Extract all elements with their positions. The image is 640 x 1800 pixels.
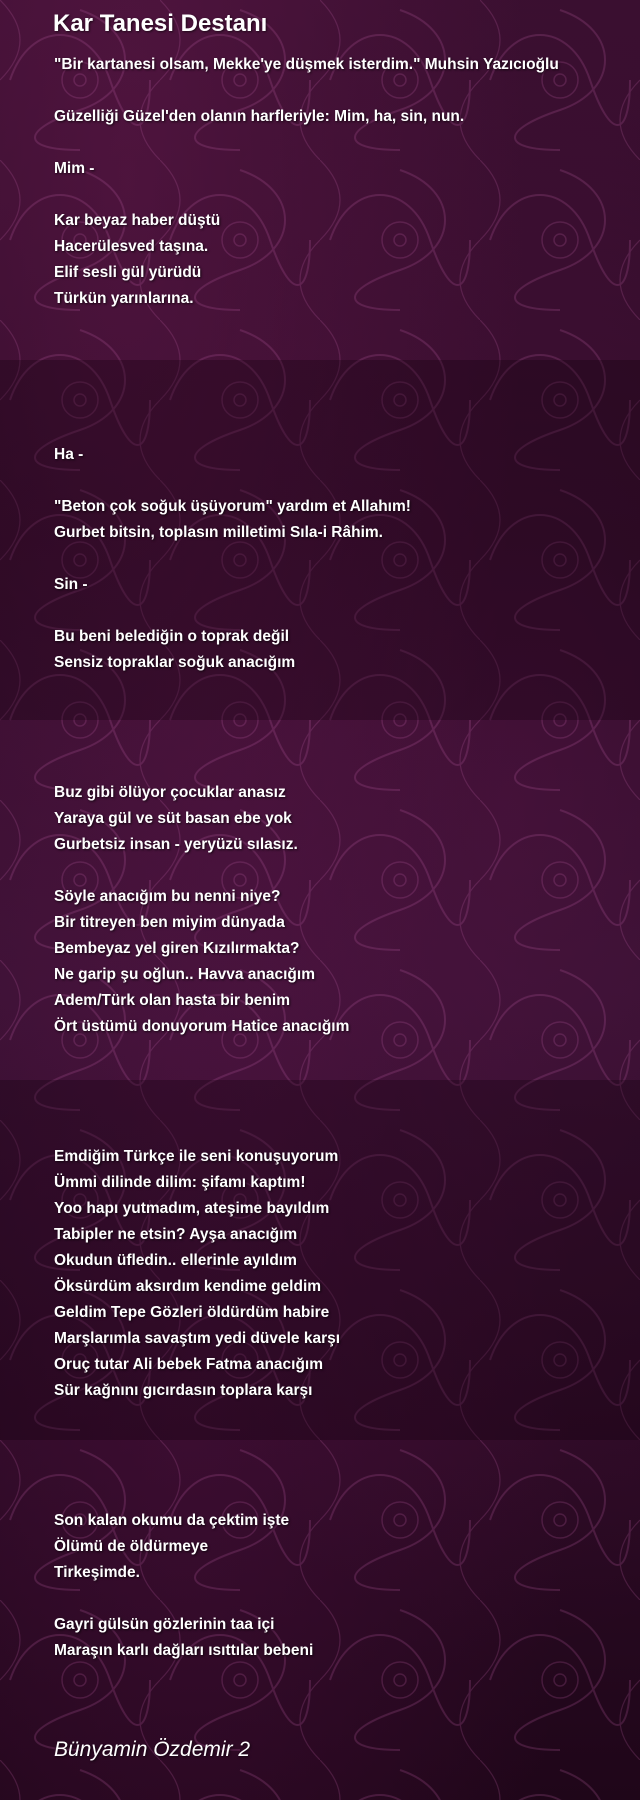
poem-blank-line <box>54 1118 624 1144</box>
poem-line: Mim - <box>54 160 95 177</box>
poem-line: Sensiz topraklar soğuk anacığım <box>54 654 296 671</box>
poem-blank-line <box>54 338 624 364</box>
poem-blank-line <box>54 416 624 442</box>
poem-blank-line <box>54 1482 624 1508</box>
poem-line: Ümmi dilinde dilim: şifamı kaptım! <box>54 1174 306 1191</box>
poem-blank-line <box>54 728 624 754</box>
poem-line: Marşlarımla savaştım yedi düvele karşı <box>54 1330 341 1347</box>
poem-blank-line <box>54 676 624 702</box>
poem-author: Bünyamin Özdemir 2 <box>54 1738 251 1761</box>
poem-line: Ölümü de öldürmeye <box>54 1538 209 1555</box>
poem-line: "Bir kartanesi olsam, Mekke'ye düşmek isterdim." Muhsin Yazıcıoğlu <box>54 56 559 73</box>
poem-blank-line <box>54 364 624 390</box>
poem-blank-line <box>54 130 624 156</box>
poem-line: Gurbetsiz insan - yeryüzü sılasız. <box>54 836 298 853</box>
poem-blank-line <box>54 1430 624 1456</box>
poem-line: Buz gibi ölüyor çocuklar anasız <box>54 784 286 801</box>
poem-blank-line <box>54 312 624 338</box>
poem-body <box>54 52 624 1664</box>
poem-blank-line <box>54 598 624 624</box>
poem-blank-line <box>54 546 624 572</box>
poem-line: Sür kağnını gıcırdasın toplara karşı <box>54 1382 313 1399</box>
poem-line: Kar beyaz haber düştü <box>54 212 221 229</box>
poem-line: Türkün yarınlarına. <box>54 290 194 307</box>
poem-blank-line <box>54 78 624 104</box>
poem-line: Tirkeşimde. <box>54 1564 140 1581</box>
poem-line: Emdiğim Türkçe ile seni konuşuyorum <box>54 1148 339 1165</box>
poem-blank-line <box>54 390 624 416</box>
poem-blank-line <box>54 468 624 494</box>
poem-line: Bir titreyen ben miyim dünyada <box>54 914 285 931</box>
poem-line: Söyle anacığım bu nenni niye? <box>54 888 281 905</box>
poem-line: Son kalan okumu da çektim işte <box>54 1512 290 1529</box>
poem-line: Gurbet bitsin, toplasın milletimi Sıla-i Râhim. <box>54 524 383 541</box>
poem-line: Maraşın karlı dağları ısıttılar bebeni <box>54 1642 314 1659</box>
poem-title: Kar Tanesi Destanı <box>53 10 268 37</box>
poem-line: Hacerülesved taşına. <box>54 238 209 255</box>
poem-line: "Beton çok soğuk üşüyorum" yardım et Allahım! <box>54 498 411 515</box>
poem-blank-line <box>54 182 624 208</box>
poem-line: Ört üstümü donuyorum Hatice anacığım <box>54 1018 350 1035</box>
poem-line: Elif sesli gül yürüdü <box>54 264 202 281</box>
poem-line: Gayri gülsün gözlerinin taa içi <box>54 1616 275 1633</box>
poem-line: Yoo hapı yutmadım, ateşime bayıldım <box>54 1200 330 1217</box>
poem-blank-line <box>54 1066 624 1092</box>
poem-line: Güzelliği Güzel'den olanın harfleriyle: Mim, ha, sin, nun. <box>54 108 465 125</box>
poem-blank-line <box>54 1092 624 1118</box>
poem-blank-line <box>54 1404 624 1430</box>
poem-blank-line <box>54 1586 624 1612</box>
poem-line: Geldim Tepe Gözleri öldürdüm habire <box>54 1304 330 1321</box>
poem-line: Oruç tutar Ali bebek Fatma anacığım <box>54 1356 324 1373</box>
poem-line: Bu beni belediğin o toprak değil <box>54 628 290 645</box>
poem-line: Ha - <box>54 446 84 463</box>
poem-line: Bembeyaz yel giren Kızılırmakta? <box>54 940 300 957</box>
poem-blank-line <box>54 1456 624 1482</box>
poem-line: Ne garip şu oğlun.. Havva anacığım <box>54 966 315 983</box>
poem-blank-line <box>54 754 624 780</box>
poem-blank-line <box>54 702 624 728</box>
poem-blank-line <box>54 858 624 884</box>
poem-line: Tabipler ne etsin? Ayşa anacığım <box>54 1226 298 1243</box>
poem-line: Adem/Türk olan hasta bir benim <box>54 992 290 1009</box>
poem-line: Öksürdüm aksırdım kendime geldim <box>54 1278 322 1295</box>
poem-line: Yaraya gül ve süt basan ebe yok <box>54 810 292 827</box>
poem-line: Sin - <box>54 576 88 593</box>
poem-blank-line <box>54 1040 624 1066</box>
poem-line: Okudun üfledin.. ellerinle ayıldım <box>54 1252 297 1269</box>
